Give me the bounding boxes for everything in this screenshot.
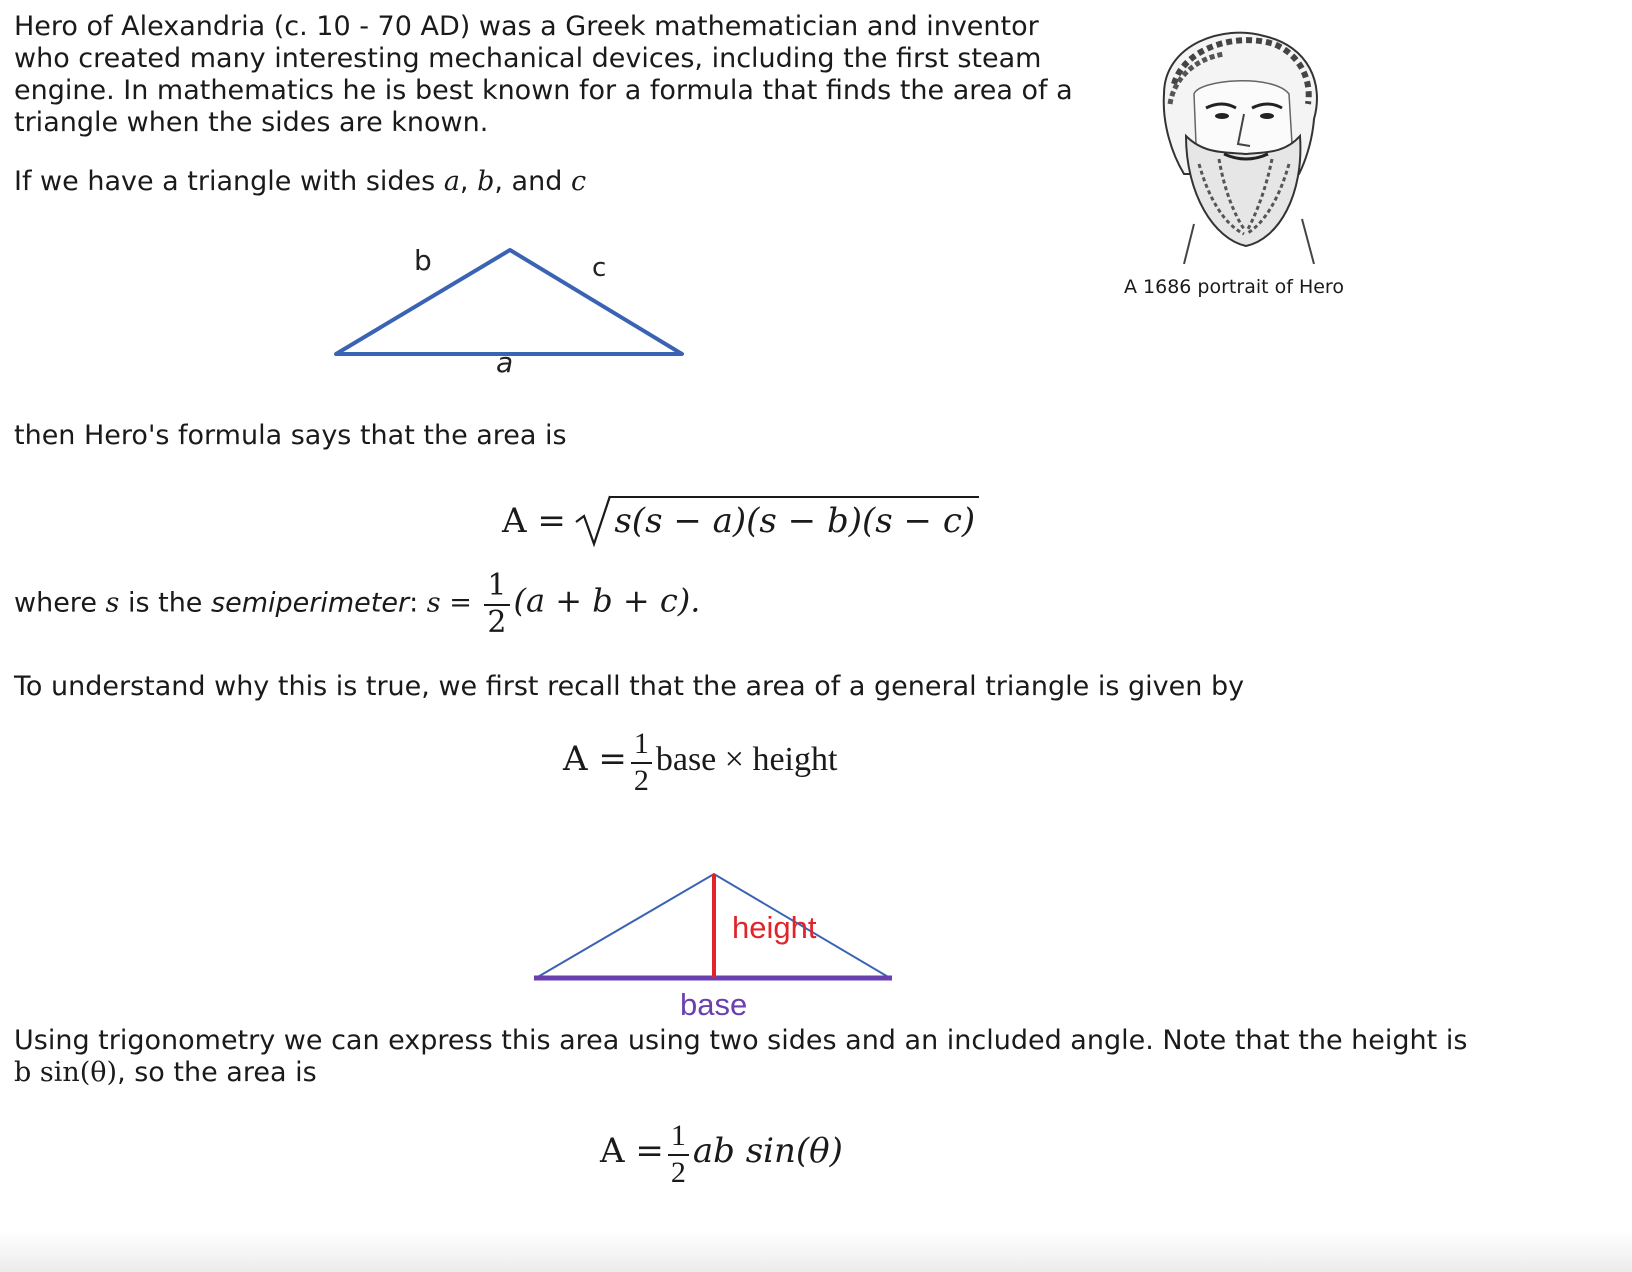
heron-lhs: A = [502, 501, 566, 541]
trig-sentence-line-1: Using trigonometry we can express this area using two sides and an included angle. Note that the height is [14, 1025, 1468, 1056]
semi-lhs: s = [426, 587, 472, 619]
triangle-label-c: c [592, 253, 607, 283]
square-root [574, 496, 979, 544]
portrait-caption: A 1686 portrait of Hero [1124, 276, 1344, 298]
area-fraction [631, 726, 652, 798]
intro-line-1: Hero of Alexandria (c. 10 - 70 AD) was a Greek mathematician and inventor [14, 11, 1039, 42]
heron-radicand: s(s − a)(s − b)(s − c) [610, 496, 979, 544]
trig-formula [600, 1118, 843, 1190]
trig-den: 2 [670, 1156, 686, 1189]
understand-sentence: To understand why this is true, we first recall that the area of a general triangle is given by [14, 671, 1245, 702]
area-rhs: base × height [655, 740, 838, 778]
triangle-label-a: a [496, 346, 514, 379]
radical-sign-icon [574, 488, 614, 550]
heron-formula [502, 496, 979, 544]
semiperimeter-sentence [14, 568, 700, 640]
hero-portrait-image [1124, 24, 1344, 264]
trig-lhs: A = [600, 1130, 664, 1171]
triangle-shape [336, 250, 682, 354]
intro-line-2: who created many interesting mechanical devices, including the first steam [14, 43, 1042, 74]
semi-colon: : [409, 587, 427, 619]
trig-inline-math: b sin(θ) [14, 1057, 118, 1088]
trig-suffix: , so the area is [117, 1057, 317, 1088]
base-height-diagram [500, 860, 920, 1020]
semi-prefix: where [14, 587, 106, 619]
area-num: 1 [631, 726, 652, 764]
sides-prefix: If we have a triangle with sides [14, 166, 444, 197]
semi-middle: is the [119, 587, 212, 619]
sides-sentence [14, 165, 586, 198]
side-b-var: b [477, 166, 495, 197]
trig-fraction [668, 1118, 689, 1190]
area-formula [563, 726, 837, 798]
area-den: 2 [633, 764, 649, 797]
intro-line-3: engine. In mathematics he is best known for a formula that finds the area of a [14, 75, 1073, 106]
side-a-var: a [443, 166, 460, 197]
base-label: base [680, 987, 748, 1020]
then-sentence: then Hero's formula says that the area is [14, 420, 567, 451]
trig-sentence-line-2 [14, 1056, 317, 1089]
sep-2: , and [494, 166, 571, 197]
intro-line-4: triangle when the sides are known. [14, 107, 489, 138]
sep-1: , [459, 166, 478, 197]
semi-den: 2 [487, 605, 507, 640]
area-lhs: A = [563, 738, 627, 779]
semi-s-var: s [105, 587, 120, 619]
trig-num: 1 [668, 1118, 689, 1156]
semiperimeter-term: semiperimeter [211, 587, 410, 619]
height-label: height [732, 910, 817, 945]
triangle-diagram [330, 236, 700, 386]
semi-rhs: (a + b + c). [513, 581, 701, 620]
semi-num: 1 [484, 568, 509, 606]
bottom-fade [0, 1230, 1632, 1272]
side-c-var: c [570, 166, 587, 197]
semi-fraction [484, 568, 509, 640]
trig-rhs: ab sin(θ) [692, 1130, 843, 1171]
triangle-label-b: b [414, 244, 432, 277]
